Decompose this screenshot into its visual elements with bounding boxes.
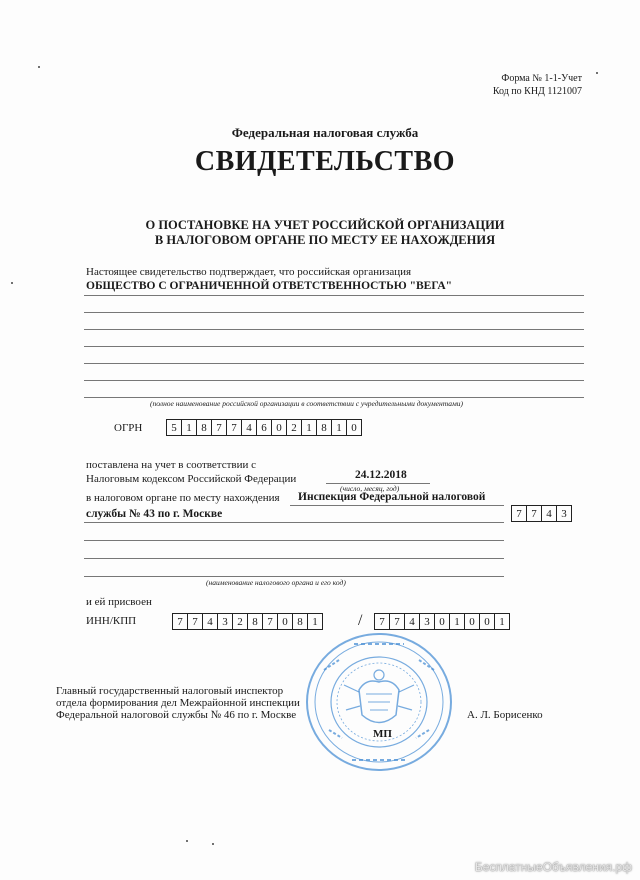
kpp-digit: 1 (449, 613, 465, 630)
registration-line-1: поставлена на учет в соответствии с (86, 459, 257, 471)
kpp-digit: 0 (464, 613, 480, 630)
kpp-cells (374, 613, 509, 630)
assigned-text: и ей присвоен (86, 596, 152, 608)
kpp-digit: 7 (374, 613, 390, 630)
ogrn-digit: 7 (211, 419, 227, 436)
date-caption: (число, месяц, год) (340, 484, 400, 493)
ogrn-digit: 1 (331, 419, 347, 436)
kpp-digit: 4 (404, 613, 420, 630)
authority-line-5 (84, 576, 504, 577)
service-name: Федеральная налоговая служба (231, 125, 419, 140)
ogrn-label: ОГРН (114, 422, 143, 434)
inn-digit: 2 (232, 613, 248, 630)
ogrn-digit: 7 (226, 419, 242, 436)
signatory-title-line-3: Федеральной налоговой службы № 46 по г. Москве (56, 709, 297, 721)
seal-place-label: МП (373, 728, 392, 740)
org-line-6 (84, 380, 584, 381)
scan-speck (596, 72, 598, 74)
authority-name-line-2: службы № 43 по г. Москве (86, 508, 223, 520)
ogrn-digit: 8 (196, 419, 212, 436)
intro-text: Настоящее свидетельство подтверждает, что российская организация (86, 266, 412, 278)
inn-digit: 8 (247, 613, 263, 630)
ogrn-digit: 0 (271, 419, 287, 436)
form-number: Форма № 1-1-Учет (501, 73, 582, 84)
scan-speck (186, 840, 188, 842)
authority-code-digit: 7 (526, 505, 542, 522)
signatory-title-line-2: отдела формирования дел Межрайонной инспекции (56, 697, 300, 709)
inn-digit: 7 (262, 613, 278, 630)
authority-line-2 (84, 522, 504, 523)
inn-digit: 0 (277, 613, 293, 630)
authority-line-4 (84, 558, 504, 559)
signatory-name: А. Л. Борисенко (467, 709, 543, 721)
org-name-caption: (полное наименование российской организации в соответствии с учредительными документами) (150, 399, 464, 408)
form-number-block (493, 72, 582, 98)
inn-kpp-label: ИНН/КПП (86, 615, 137, 627)
inn-cells (172, 613, 322, 630)
org-line-7 (84, 397, 584, 398)
official-seal-stamp (304, 630, 454, 775)
scan-speck (212, 843, 214, 845)
authority-line-3 (84, 540, 504, 541)
org-line-1 (84, 295, 584, 296)
document-subtitle (0, 218, 640, 248)
org-line-2 (84, 312, 584, 313)
ogrn-digit: 2 (286, 419, 302, 436)
site-watermark: БесплатныеОбъявления.рф (474, 860, 632, 874)
ogrn-digit: 4 (241, 419, 257, 436)
authority-line-1 (290, 505, 504, 506)
registration-line-2: Налоговым кодексом Российской Федерации (86, 473, 297, 485)
authority-code-cells (511, 505, 571, 522)
kpp-digit: 3 (419, 613, 435, 630)
inn-kpp-separator: / (358, 612, 363, 629)
registration-date: 24.12.2018 (355, 469, 407, 481)
authority-caption: (наименование налогового органа и его код) (206, 578, 346, 587)
kpp-digit: 0 (434, 613, 450, 630)
signatory-title (56, 685, 300, 721)
knd-code: Код по КНД 1121007 (492, 86, 582, 97)
ogrn-digit: 6 (256, 419, 272, 436)
org-line-4 (84, 346, 584, 347)
authority-code-digit: 7 (511, 505, 527, 522)
authority-code-digit: 4 (541, 505, 557, 522)
signatory-title-line-1: Главный государственный налоговый инспектор (56, 685, 284, 697)
inn-digit: 1 (307, 613, 323, 630)
organization-name: ОБЩЕСТВО С ОГРАНИЧЕННОЙ ОТВЕТСТВЕННОСТЬЮ "ВЕГА" (86, 280, 453, 292)
inn-digit: 7 (187, 613, 203, 630)
inn-digit: 4 (202, 613, 218, 630)
kpp-digit: 0 (479, 613, 495, 630)
org-line-3 (84, 329, 584, 330)
scan-speck (38, 66, 40, 68)
ogrn-digit: 8 (316, 419, 332, 436)
ogrn-digit: 5 (166, 419, 182, 436)
document-title: СВИДЕТЕЛЬСТВО (194, 146, 456, 177)
ogrn-digit: 1 (301, 419, 317, 436)
subtitle-line-1: О ПОСТАНОВКЕ НА УЧЕТ РОССИЙСКОЙ ОРГАНИЗАЦИИ (145, 218, 505, 232)
authority-intro: в налоговом органе по месту нахождения (86, 492, 280, 504)
ogrn-cells (166, 419, 361, 436)
org-line-5 (84, 363, 584, 364)
subtitle-line-2: В НАЛОГОВОМ ОРГАНЕ ПО МЕСТУ ЕЕ НАХОЖДЕНИЯ (154, 233, 496, 247)
kpp-digit: 1 (494, 613, 510, 630)
inn-digit: 3 (217, 613, 233, 630)
kpp-digit: 7 (389, 613, 405, 630)
inn-digit: 8 (292, 613, 308, 630)
ogrn-digit: 0 (346, 419, 362, 436)
authority-name-line-1: Инспекция Федеральной налоговой (298, 491, 486, 503)
scan-speck (11, 282, 13, 284)
inn-digit: 7 (172, 613, 188, 630)
authority-code-digit: 3 (556, 505, 572, 522)
ogrn-digit: 1 (181, 419, 197, 436)
